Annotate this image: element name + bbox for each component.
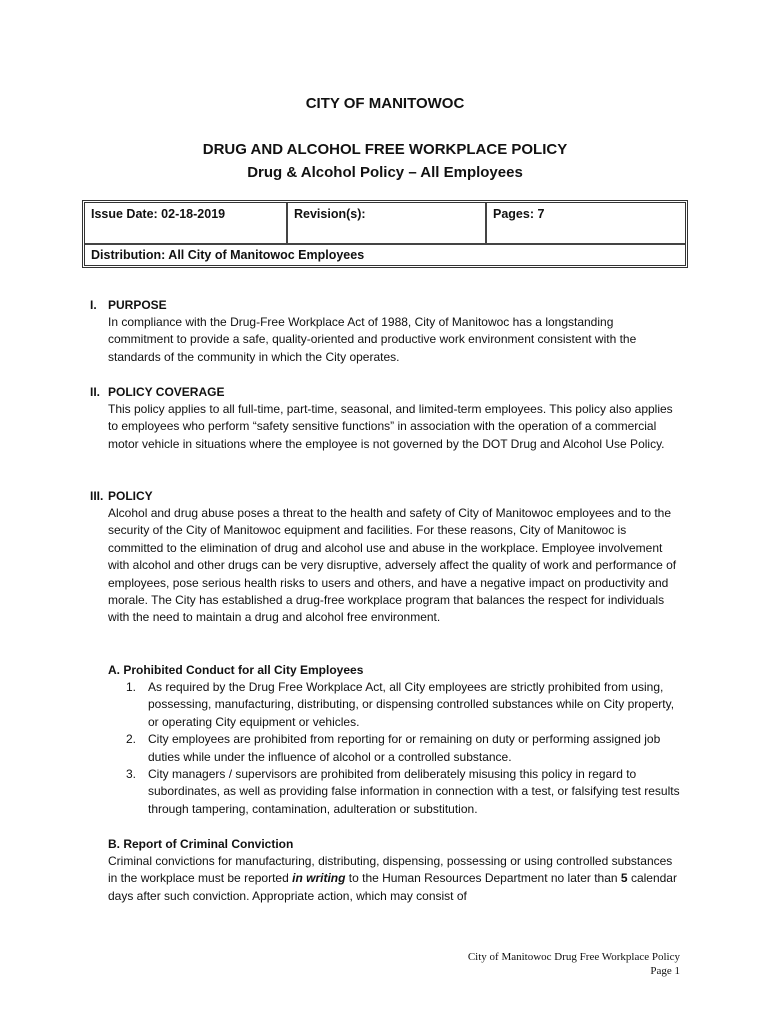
criminal-text-part-3: calendar days after such conviction. Appropriate action, which may consist of bbox=[108, 871, 677, 903]
footer-doc-name: City of Manitowoc Drug Free Workplace Policy bbox=[467, 951, 680, 963]
footer-page-number: Page 1 bbox=[650, 965, 680, 977]
prohibited-conduct-heading: A. Prohibited Conduct for all City Employees bbox=[108, 663, 364, 677]
section-number: I. bbox=[90, 298, 97, 312]
section-number: III. bbox=[90, 489, 104, 503]
list-item-text: As required by the Drug Free Workplace Act, all City employees are strictly prohibited from using, possessing, manufacturing, distributing, or dispensing controlled substances while on City property, or operating City equipment or vehicles. bbox=[148, 680, 675, 729]
prohibited-conduct-list bbox=[126, 679, 681, 818]
issue-date-cell: Issue Date: 02-18-2019 bbox=[85, 203, 288, 243]
emphasis-days: 5 bbox=[620, 871, 628, 886]
criminal-conviction-heading: B. Report of Criminal Conviction bbox=[108, 837, 294, 851]
policy-info-table bbox=[82, 200, 688, 268]
section-heading-text: POLICY bbox=[108, 489, 153, 503]
criminal-conviction-text bbox=[108, 853, 678, 905]
section-purpose-heading bbox=[90, 297, 167, 314]
city-title: CITY OF MANITOWOC bbox=[305, 95, 465, 112]
list-item-number: 2. bbox=[126, 732, 137, 747]
distribution-cell: Distribution: All City of Manitowoc Employees bbox=[91, 248, 365, 262]
list-item-text: City managers / supervisors are prohibited from deliberately misusing this policy in regard to subordinates, as well as providing false information in connection with a test, or falsifying test results through tampering, contamination, adulteration or substitution. bbox=[148, 767, 680, 816]
emphasis-in-writing: in writing bbox=[292, 871, 346, 886]
list-item bbox=[126, 731, 681, 766]
info-row-bottom bbox=[85, 245, 685, 265]
section-coverage-text: This policy applies to all full-time, part-time, seasonal, and limited-term employees. This policy also applies to employees who perform “safety sensitive functions” in association with the operation of a commercial motor vehicle in situations where the employee is not governed by the DOT Drug and Alcohol Use Policy. bbox=[108, 402, 673, 451]
list-item bbox=[126, 679, 681, 731]
section-policy-heading bbox=[90, 488, 153, 505]
criminal-text-part-1: Criminal convictions for manufacturing, distributing, dispensing, possessing or using controlled substances in the workplace must be reported bbox=[108, 854, 673, 886]
pages-cell: Pages: 7 bbox=[493, 207, 545, 221]
policy-title: DRUG AND ALCOHOL FREE WORKPLACE POLICY bbox=[202, 141, 568, 158]
section-heading-text: PURPOSE bbox=[108, 298, 167, 312]
list-item-number: 1. bbox=[126, 680, 137, 694]
section-number: II. bbox=[90, 385, 101, 399]
criminal-text-part-2: to the Human Resources Department no later than bbox=[345, 871, 621, 886]
section-policy-text: Alcohol and drug abuse poses a threat to the health and safety of City of Manitowoc employees and to the security of the City of Manitowoc equipment and facilities. For these reasons, City of Manitowoc is committed to the elimination of drug and alcohol use and abuse in the workplace. Employee involvement with alcohol and other drugs can be very disruptive, adversely affect the quality of work and performance of employees, pose serious health risks to users and others, and have a negative impact on productivity and morale. The City has established a drug-free workplace program that balances the respect for individuals with the need to maintain a drug and alcohol free environment. bbox=[108, 506, 677, 625]
section-coverage-heading bbox=[90, 384, 224, 401]
revisions-cell: Revision(s): bbox=[288, 203, 487, 243]
info-row-top bbox=[85, 203, 685, 245]
section-heading-text: POLICY COVERAGE bbox=[108, 385, 225, 399]
section-purpose-text: In compliance with the Drug-Free Workplace Act of 1988, City of Manitowoc has a longstanding commitment to provide a safe, quality-oriented and productive work environment consistent with the standards of the community in which the City operates. bbox=[108, 315, 637, 364]
policy-subtitle: Drug & Alcohol Policy – All Employees bbox=[247, 164, 523, 181]
list-item-number: 3. bbox=[126, 767, 137, 782]
list-item-text: City employees are prohibited from reporting for or remaining on duty or performing assigned job duties while under the influence of alcohol or a controlled substance. bbox=[148, 732, 661, 764]
list-item bbox=[126, 766, 681, 818]
page-footer bbox=[468, 950, 680, 978]
